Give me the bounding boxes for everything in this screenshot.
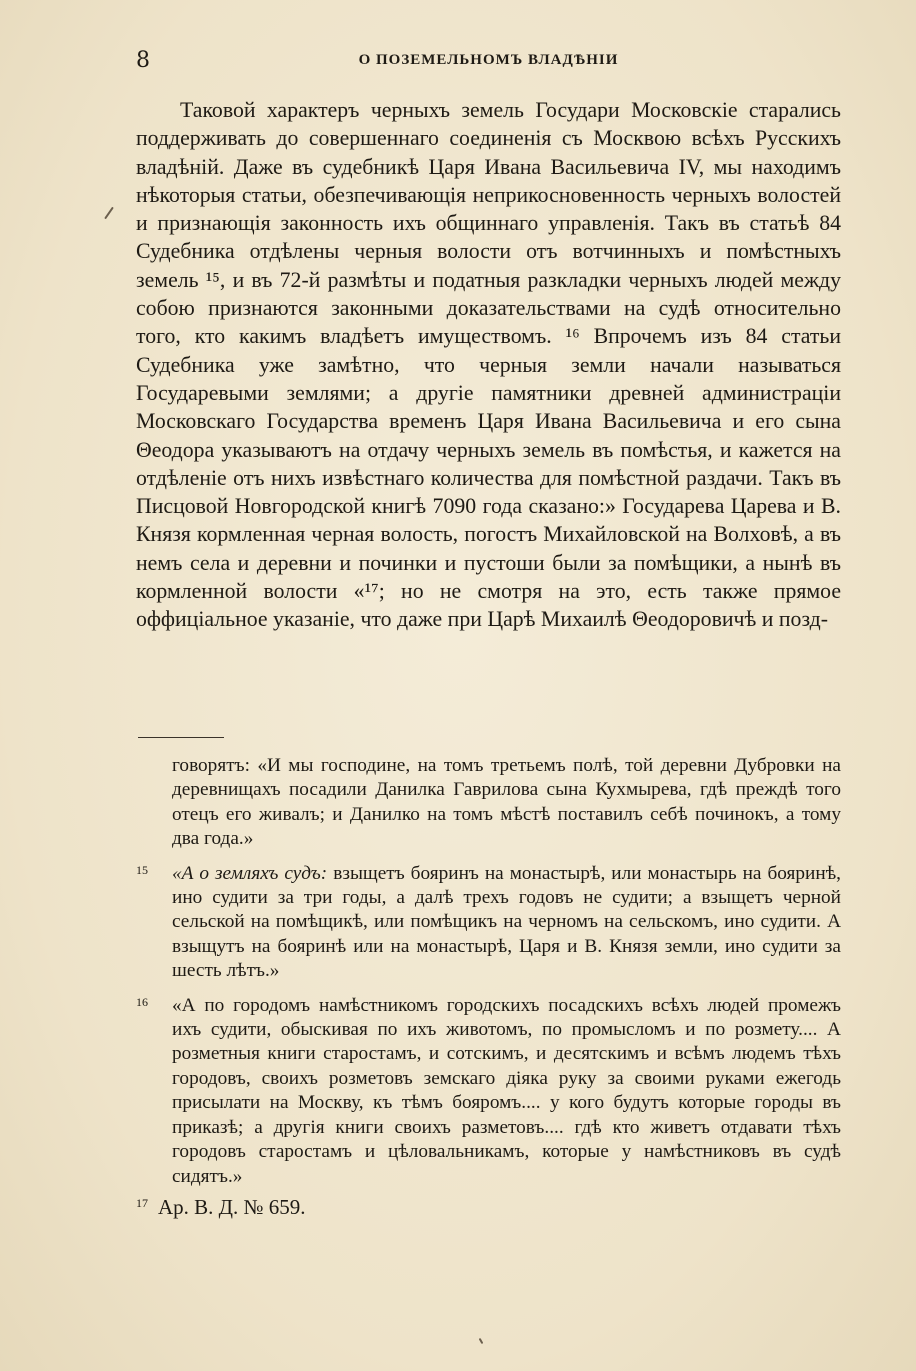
footnote-17 xyxy=(136,1195,841,1219)
footnote-15-text: взыщетъ бояринъ на монастырѣ, или монастырь на бояринѣ, ино судити за три годы, а далѣ трехъ годовъ не судити; а взыщетъ черной сельской на помѣщикѣ, или помѣщикъ на черномъ на сельскомъ, ино судити. А взыщутъ на бояринѣ или на монастырѣ, Царя и В. Князя земли, ино судити за шесть лѣтъ.» xyxy=(172,862,841,982)
body-paragraph: Таковой характеръ черныхъ земель Государи Московскіе старались поддерживать до совершеннаго соединенія съ Москвою всѣхъ Русскихъ владѣній. Даже въ судебникѣ Царя Ивана Васильевича IV, мы находимъ нѣкоторыя статьи, обезпечивающія неприкосновенность черныхъ волостей и признающія законность ихъ общиннаго управленія. Такъ въ статьѣ 84 Судебника отдѣлены черныя волости отъ вотчинныхъ и помѣстныхъ земель ¹⁵, и въ 72-й размѣты и податныя разкладки черныхъ людей между собою признаются законными доказательствами на судѣ относительно того, кто какимъ владѣетъ имуществомъ. ¹⁶ Впрочемъ изъ 84 статьи Судебника уже замѣтно, что черныя земли начали называться Государевыми землями; а другіе памятники древней администраціи Московскаго Государства временъ Царя Ивана Васильевича и его сына Θеодора указываютъ на отдачу черныхъ земель въ помѣстья, и кажется на отдѣленіе отъ нихъ извѣстнаго количества для помѣстной раздачи. Такъ въ Писцовой Новгородской книгѣ 7090 года сказано:» Государева Царева и В. Князя кормленная черная волость, погостъ Михайловской на Волховѣ, а въ немъ села и деревни и починки и пустоши были за помѣщики, а нынѣ въ кормленной волости «¹⁷; но не смотря на это, есть также прямое оффиціальное указаніе, что даже при Царѣ Михаилѣ Θеодоровичѣ и позд- xyxy=(136,98,841,632)
footnote-15-lead: «А о земляхъ судъ: xyxy=(172,862,328,884)
footnote-17-mark: 17 xyxy=(136,1195,148,1210)
page-number: 8 xyxy=(136,48,150,73)
running-title: О ПОЗЕМЕЛЬНОМЪ ВЛАДѢНІИ xyxy=(358,52,619,68)
page-header xyxy=(136,46,841,76)
footnote-15 xyxy=(136,862,841,984)
footnote-15-mark: 15 xyxy=(136,862,148,877)
paper-speck xyxy=(479,1338,484,1344)
footnote-16 xyxy=(136,994,841,1189)
footnote-continuation: говорятъ: «И мы господине, на томъ третьемъ полѣ, той деревни Дубровки на деревнищахъ посадили Данилка Гаврилова сына Кухмырева, гдѣ преждѣ того отецъ его живалъ; и Данилко на томъ мѣстѣ поставилъ себѣ починокъ, а тому два года.» xyxy=(172,755,841,850)
footnote-16-text: «А по городомъ намѣстникомъ городскихъ посадскихъ всѣхъ людей промежъ ихъ судити, обыскивая по ихъ животомъ, по промысломъ и по розмету.... А розметныя книги старостамъ, и сотскимъ, и десятскимъ и всѣмъ людемъ тѣхъ городовъ, своихъ розметовъ земскаго діяка руку за своими руками ежегодь присылати на Москву, къ тѣмъ бояромъ.... у кого будутъ которые городы въ приказѣ; а другія книги своихъ разметовъ.... гдѣ кто живетъ отдавати тѣхъ городовъ старостамъ и цѣловальникамъ, которые у намѣстниковъ въ судѣ сидятъ.» xyxy=(172,994,841,1187)
paper-speck xyxy=(104,207,114,220)
footnote-16-mark: 16 xyxy=(136,994,148,1009)
footnotes xyxy=(136,754,841,1219)
footnote-divider xyxy=(138,737,224,738)
footnote-17-text: Ар. В. Д. № 659. xyxy=(158,1194,306,1219)
